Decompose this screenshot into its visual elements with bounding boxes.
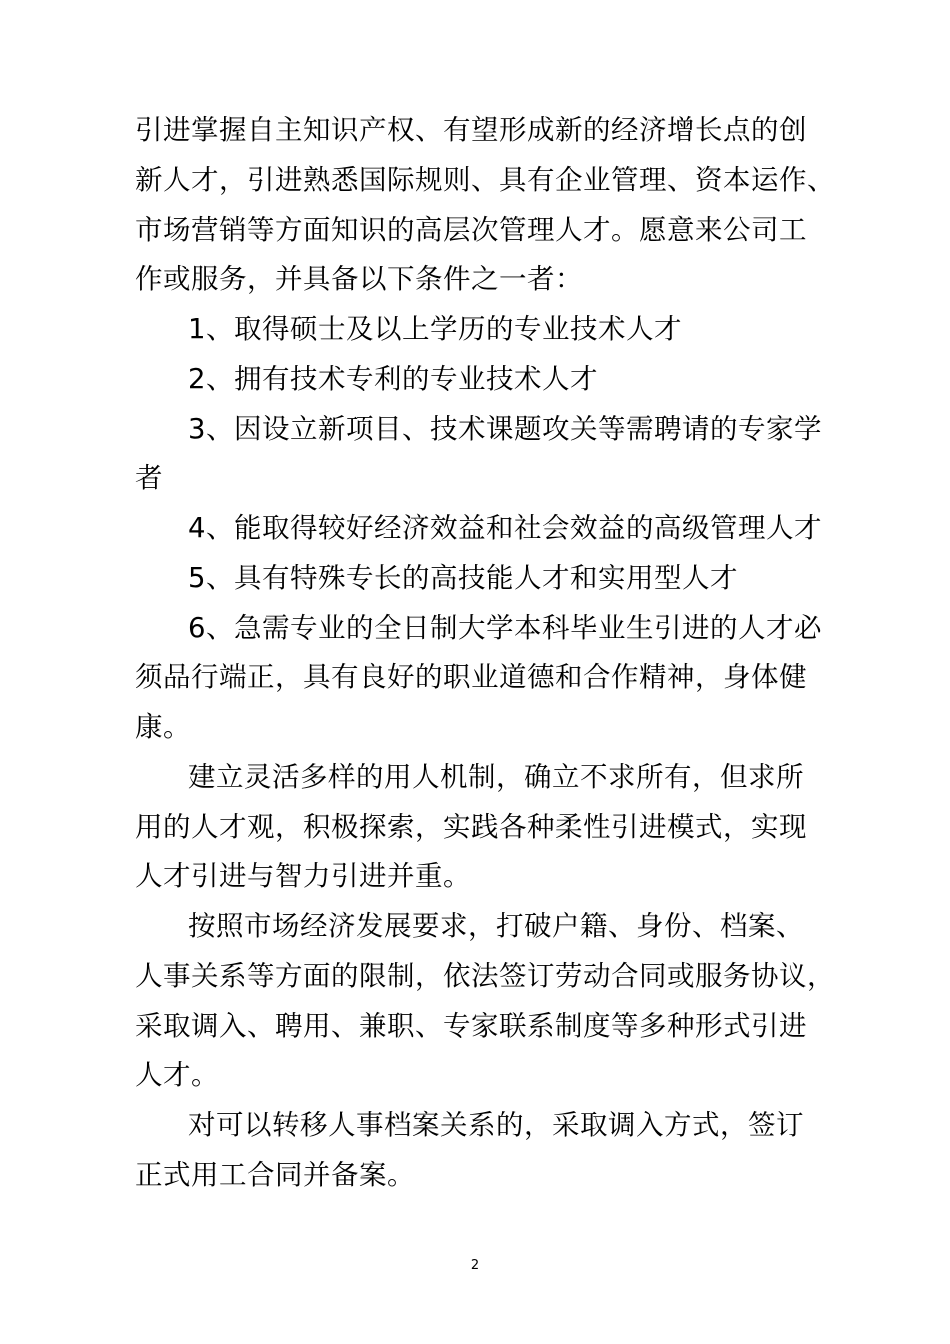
text-line: 人才。 [135, 1059, 219, 1091]
text-line: 须品行端正，具有良好的职业道德和合作精神，身体健 [135, 661, 807, 693]
list-item: 4、能取得较好经济效益和社会效益的高级管理人才 [188, 512, 822, 544]
text-line: 作或服务，并具备以下条件之一者： [135, 263, 583, 295]
list-item: 5、具有特殊专长的高技能人才和实用型人才 [188, 562, 738, 594]
text-line: 人事关系等方面的限制，依法签订劳动合同或服务协议， [135, 960, 835, 992]
text-line: 用的人才观，积极探索，实践各种柔性引进模式，实现 [135, 811, 807, 843]
list-item: 3、因设立新项目、技术课题攻关等需聘请的专家学 [188, 413, 822, 445]
list-item: 1、取得硕士及以上学历的专业技术人才 [188, 313, 682, 345]
text-line: 新人才，引进熟悉国际规则、具有企业管理、资本运作、 [135, 164, 835, 196]
page-number: 2 [470, 1258, 480, 1273]
list-item: 2、拥有技术专利的专业技术人才 [188, 363, 598, 395]
list-item: 6、急需专业的全日制大学本科毕业生引进的人才必 [188, 612, 822, 644]
text-line: 引进掌握自主知识产权、有望形成新的经济增长点的创 [135, 114, 807, 146]
text-line: 采取调入、聘用、兼职、专家联系制度等多种形式引进 [135, 1010, 807, 1042]
text-line: 人才引进与智力引进并重。 [135, 860, 471, 892]
paragraph-start: 按照市场经济发展要求，打破户籍、身份、档案、 [188, 910, 804, 942]
text-line: 者 [135, 462, 163, 494]
text-line: 正式用工合同并备案。 [135, 1159, 415, 1191]
text-line: 市场营销等方面知识的高层次管理人才。愿意来公司工 [135, 214, 807, 246]
paragraph-start: 对可以转移人事档案关系的，采取调入方式，签订 [188, 1109, 804, 1141]
paragraph-start: 建立灵活多样的用人机制，确立不求所有，但求所 [188, 761, 804, 793]
text-line: 康。 [135, 711, 191, 743]
